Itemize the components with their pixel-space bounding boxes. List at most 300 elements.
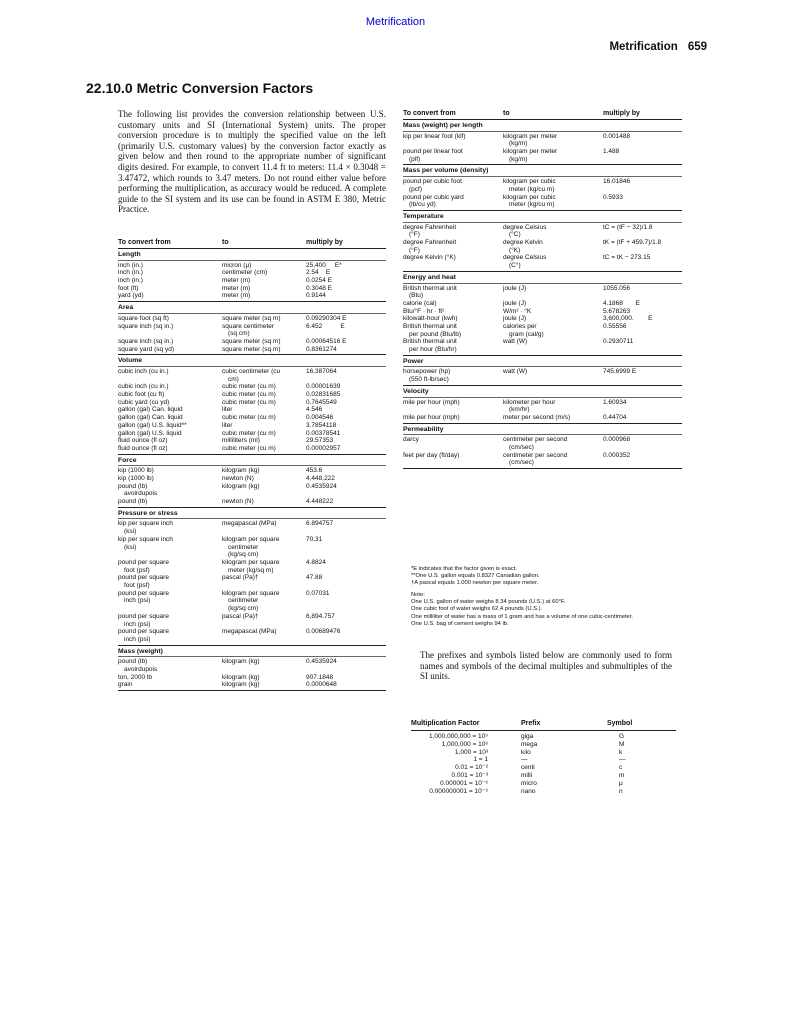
footnote-list bbox=[411, 566, 681, 587]
table-row bbox=[118, 475, 386, 483]
table-section bbox=[403, 426, 682, 469]
from-unit-line: kip per square inch bbox=[118, 520, 173, 528]
from-unit bbox=[118, 391, 164, 399]
table-row bbox=[118, 399, 386, 407]
table-row bbox=[118, 315, 386, 323]
prefix-factor: 1 = 1 bbox=[473, 756, 488, 764]
from-unit bbox=[403, 315, 458, 323]
table-section bbox=[403, 358, 682, 386]
from-unit bbox=[118, 406, 183, 414]
conversion-factor: 1.60934 bbox=[603, 398, 627, 406]
to-unit-line: centimeter bbox=[228, 597, 259, 605]
from-unit-line: pound (lb) bbox=[118, 482, 148, 490]
table-row bbox=[118, 285, 386, 293]
conversion-factor: 1.488 bbox=[603, 148, 620, 156]
from-unit bbox=[118, 475, 154, 483]
from-unit-line: mile per hour (mph) bbox=[403, 398, 460, 406]
prefix-rows bbox=[411, 733, 676, 795]
from-unit-line: avoirdupois bbox=[124, 665, 158, 673]
header-to: to bbox=[222, 239, 229, 246]
conversion-factor: 0.07031 bbox=[306, 589, 330, 597]
table-row bbox=[118, 483, 386, 498]
table-row bbox=[403, 414, 682, 422]
to-unit-line: cubic meter (cu m) bbox=[222, 429, 276, 437]
from-unit-line: foot (psf) bbox=[124, 566, 150, 574]
to-unit bbox=[222, 323, 274, 338]
to-unit-line: kilogram per cubic bbox=[503, 193, 556, 201]
footnotes-block bbox=[411, 566, 681, 628]
conversion-factor: 0.09290304 E bbox=[306, 314, 347, 322]
table-row bbox=[118, 368, 386, 383]
from-unit-line: cubic foot (cu ft) bbox=[118, 391, 165, 399]
from-unit-line: degree Kelvin (°K) bbox=[403, 254, 456, 262]
conversion-factor: tC = tK − 273.15 bbox=[603, 254, 651, 262]
to-unit-line: (C°) bbox=[509, 262, 521, 270]
table-row bbox=[403, 315, 682, 323]
from-unit-line: (lb/cu yd) bbox=[409, 201, 436, 209]
to-unit bbox=[222, 483, 260, 491]
notes-label: Note: bbox=[411, 592, 425, 599]
from-unit-line: pound per square bbox=[118, 628, 169, 636]
to-unit-line: kilogram per square bbox=[222, 589, 280, 597]
from-unit-line: pound (lb) bbox=[118, 498, 148, 506]
to-unit bbox=[503, 224, 546, 239]
to-unit bbox=[222, 520, 277, 528]
to-unit-line: square centimeter bbox=[222, 322, 275, 330]
to-unit bbox=[222, 674, 260, 682]
conversion-factor: 0.8361274 bbox=[306, 345, 337, 353]
section-divider bbox=[118, 507, 386, 508]
to-unit-line: centimeter per second bbox=[503, 451, 568, 459]
to-unit bbox=[503, 452, 567, 467]
prefix-factor: 1,000,000 = 10⁶ bbox=[441, 740, 488, 748]
to-unit-line: cubic meter (cu m) bbox=[222, 391, 276, 399]
from-unit bbox=[118, 559, 169, 574]
section-divider bbox=[118, 301, 386, 302]
section-heading: Volume bbox=[118, 357, 386, 367]
conversion-factor: 0.44704 bbox=[603, 413, 627, 421]
table-row bbox=[403, 368, 682, 383]
section-divider bbox=[403, 385, 682, 386]
left-conversion-table bbox=[118, 238, 386, 693]
from-unit bbox=[118, 292, 144, 300]
to-unit-line: newton (N) bbox=[222, 498, 254, 506]
conversion-factor: 907.1848 bbox=[306, 673, 334, 681]
to-unit-line: kilogram per square bbox=[222, 535, 280, 543]
to-unit bbox=[222, 681, 260, 689]
from-unit-line: gallon (gal) U.S. liquid bbox=[118, 429, 182, 437]
section-heading: Mass (weight) per length bbox=[403, 122, 682, 132]
prefix-name: giga bbox=[521, 733, 534, 740]
from-unit-line: kip per square inch bbox=[118, 535, 173, 543]
from-unit bbox=[403, 308, 444, 316]
section-divider bbox=[403, 423, 682, 424]
from-unit bbox=[118, 414, 183, 422]
conversion-factor: 16.01846 bbox=[603, 178, 631, 186]
from-unit-line: pound per square bbox=[118, 589, 169, 597]
from-unit bbox=[403, 285, 457, 300]
to-unit-line: megapascal (MPa) bbox=[222, 628, 277, 636]
table-section bbox=[403, 122, 682, 165]
top-link[interactable]: Metrification bbox=[365, 16, 426, 28]
prefix-symbol: m bbox=[619, 771, 625, 779]
table-row bbox=[403, 399, 682, 414]
to-unit bbox=[222, 628, 277, 636]
section-heading: Energy and heat bbox=[403, 274, 682, 284]
table-section bbox=[403, 213, 682, 272]
to-unit-line: centimeter per second bbox=[503, 436, 568, 444]
from-unit-line: British thermal unit bbox=[403, 284, 457, 292]
conversion-factor: 4.546 bbox=[306, 406, 323, 414]
table-row bbox=[403, 323, 682, 338]
from-unit bbox=[118, 498, 147, 506]
from-unit bbox=[403, 239, 456, 254]
to-unit bbox=[503, 148, 557, 163]
conversion-factor: 0.00001639 bbox=[306, 383, 341, 391]
to-unit-line: cubic meter (cu m) bbox=[222, 444, 276, 452]
table-row bbox=[118, 681, 386, 689]
to-unit-line: meter (m) bbox=[222, 284, 251, 292]
to-unit-line: (cm/sec) bbox=[509, 459, 534, 467]
to-unit-line: kilogram (kg) bbox=[222, 658, 260, 666]
table-section bbox=[118, 251, 386, 302]
conversion-factor: 0.4535924 bbox=[306, 658, 337, 666]
from-unit bbox=[118, 262, 143, 270]
conversion-factor: 0.7645549 bbox=[306, 398, 337, 406]
from-unit-line: per pound (Btu/lb) bbox=[409, 330, 462, 338]
to-unit bbox=[222, 613, 259, 621]
from-unit-line: inch (in.) bbox=[118, 277, 143, 285]
from-unit-line: feet per day (ft/day) bbox=[403, 451, 460, 459]
to-unit-line: pascal (Pa)† bbox=[222, 574, 259, 582]
from-unit bbox=[118, 483, 157, 498]
from-unit-line: inch (psi) bbox=[124, 597, 151, 605]
to-unit bbox=[503, 194, 556, 209]
running-header bbox=[609, 41, 707, 53]
table-row bbox=[118, 414, 386, 422]
table-row bbox=[118, 520, 386, 535]
conversion-factor: 0.02831685 bbox=[306, 391, 341, 399]
to-unit-line: cm) bbox=[228, 375, 239, 383]
to-unit-line: centimeter bbox=[228, 543, 259, 551]
note-item: One U.S. gallon of water weighs 8.34 pounds (U.S.) at 60°F. bbox=[411, 599, 566, 606]
from-unit bbox=[403, 133, 466, 141]
from-unit bbox=[118, 383, 169, 391]
from-unit-line: pound (lb) bbox=[118, 658, 148, 666]
table-row bbox=[403, 194, 682, 209]
to-unit-line: centimeter (cm) bbox=[222, 269, 268, 277]
header-symbol: Symbol bbox=[607, 720, 633, 727]
to-unit-line: degree Celsius bbox=[503, 254, 547, 262]
from-unit-line: pound per cubic foot bbox=[403, 178, 462, 186]
to-unit bbox=[222, 590, 279, 613]
conversion-factor: 453.6 bbox=[306, 467, 323, 475]
from-unit-line: (ksi) bbox=[124, 543, 137, 551]
to-unit-line: meter (m) bbox=[222, 292, 251, 300]
to-unit bbox=[222, 406, 232, 414]
to-unit bbox=[222, 262, 251, 270]
from-unit bbox=[403, 224, 456, 239]
header-multiply-by: multiply by bbox=[603, 110, 640, 117]
from-unit bbox=[118, 323, 173, 331]
to-unit-line: meter (kg/cu m) bbox=[509, 201, 555, 209]
to-unit-line: square meter (sq m) bbox=[222, 337, 281, 345]
prefix-symbol: μ bbox=[619, 779, 623, 787]
to-unit-line: joule (J) bbox=[503, 284, 527, 292]
prefix-row bbox=[411, 780, 676, 788]
from-unit-line: inch (psi) bbox=[124, 620, 151, 628]
from-unit bbox=[403, 338, 457, 353]
to-unit-line: calories per bbox=[503, 323, 537, 330]
from-unit bbox=[118, 590, 169, 605]
to-unit-line: meter per second (m/s) bbox=[503, 413, 571, 421]
from-unit-line: (Btu) bbox=[409, 292, 424, 300]
from-unit bbox=[118, 574, 169, 589]
to-unit-line: liter bbox=[222, 421, 233, 429]
prefix-row bbox=[411, 788, 676, 796]
from-unit bbox=[403, 452, 459, 460]
prefix-factor: 0.001 = 10⁻³ bbox=[451, 771, 488, 779]
to-unit-line: (°K) bbox=[509, 246, 521, 254]
to-unit-line: pascal (Pa)† bbox=[222, 612, 259, 620]
from-unit-line: pound per square bbox=[118, 574, 169, 582]
header-multiplication-factor: Multiplication Factor bbox=[411, 720, 480, 727]
to-unit bbox=[503, 308, 531, 316]
table-row bbox=[118, 422, 386, 430]
prefix-symbol: G bbox=[619, 733, 625, 740]
to-unit-line: watt (W) bbox=[503, 338, 528, 346]
section-divider bbox=[118, 354, 386, 355]
to-unit bbox=[222, 292, 250, 300]
to-unit-line: (kg/sq cm) bbox=[228, 605, 259, 613]
prefix-name: — bbox=[521, 756, 528, 764]
table-row bbox=[403, 436, 682, 451]
to-unit-line: kilogram (kg) bbox=[222, 681, 260, 689]
table-row bbox=[403, 338, 682, 353]
to-unit bbox=[503, 436, 567, 451]
to-unit-line: kilogram per cubic bbox=[503, 178, 556, 186]
conversion-factor: 0.5933 bbox=[603, 193, 623, 201]
table-section bbox=[403, 167, 682, 210]
from-unit bbox=[403, 368, 450, 383]
section-heading: Force bbox=[118, 457, 386, 467]
section-divider bbox=[118, 645, 386, 646]
to-unit-line: joule (J) bbox=[503, 315, 527, 323]
footnote: †A pascal equals 1.000 newton per square meter. bbox=[411, 580, 539, 587]
conversion-factor: 4.1868 E bbox=[603, 299, 640, 307]
from-unit bbox=[118, 536, 173, 551]
to-unit bbox=[222, 430, 276, 438]
table-row bbox=[118, 628, 386, 643]
conversion-factor: 1055.056 bbox=[603, 284, 631, 292]
prefix-table-header bbox=[411, 720, 676, 731]
from-unit bbox=[118, 277, 143, 285]
from-unit-line: grain bbox=[118, 681, 133, 689]
section-heading: Temperature bbox=[403, 213, 682, 223]
to-unit-line: (sq cm) bbox=[228, 330, 250, 338]
from-unit bbox=[403, 194, 464, 209]
prefix-factor: 1,000,000,000 = 10⁹ bbox=[429, 733, 488, 740]
from-unit-line: gallon (gal) Can. liquid bbox=[118, 406, 183, 414]
to-unit-line: meter (m) bbox=[222, 277, 251, 285]
from-unit bbox=[403, 436, 419, 444]
from-unit-line: foot (ft) bbox=[118, 284, 139, 292]
prefix-row bbox=[411, 756, 676, 764]
from-unit bbox=[118, 674, 152, 682]
table-row bbox=[118, 559, 386, 574]
table-row bbox=[118, 536, 386, 559]
prefix-intro-paragraph: The prefixes and symbols listed below are commonly used to form names and symbols of the decimal multiples and submultiples of the SI units. bbox=[420, 650, 672, 682]
prefix-symbol: n bbox=[619, 787, 623, 795]
from-unit bbox=[118, 520, 173, 535]
from-unit bbox=[118, 613, 169, 628]
from-unit-line: cubic yard (cu yd) bbox=[118, 398, 170, 406]
prefix-symbol: — bbox=[619, 756, 626, 764]
from-unit-line: kip per linear foot (klf) bbox=[403, 132, 466, 140]
from-unit-line: cubic inch (cu in.) bbox=[118, 383, 169, 391]
section-heading: Power bbox=[403, 358, 682, 368]
to-unit bbox=[503, 133, 557, 148]
from-unit-line: inch (in.) bbox=[118, 269, 143, 277]
prefix-name: nano bbox=[521, 787, 536, 795]
from-unit-line: darcy bbox=[403, 436, 419, 444]
from-unit bbox=[403, 323, 461, 338]
conversion-factor: 0.0000648 bbox=[306, 681, 337, 689]
to-unit bbox=[222, 574, 259, 582]
section-heading: Mass per volume (density) bbox=[403, 167, 682, 177]
to-unit-line: (km/hr) bbox=[509, 406, 530, 414]
conversion-factor: 25,400 E* bbox=[306, 261, 342, 269]
conversion-factor: 4.448222 bbox=[306, 498, 334, 506]
from-unit-line: ton, 2000 lb bbox=[118, 673, 152, 681]
section-heading: Pressure or stress bbox=[118, 510, 386, 520]
to-unit-line: cubic meter (cu m) bbox=[222, 383, 276, 391]
conversion-factor: 6,894.757 bbox=[306, 612, 335, 620]
to-unit-line: (kg/m) bbox=[509, 155, 528, 163]
conversion-factor: 29.57353 bbox=[306, 437, 334, 445]
from-unit bbox=[118, 315, 169, 323]
from-unit-line: gallon (gal) Can. liquid bbox=[118, 414, 183, 422]
to-unit bbox=[222, 338, 281, 346]
table-row bbox=[118, 467, 386, 475]
note-item: One U.S. bag of cement weighs 94 lb. bbox=[411, 620, 509, 627]
table-row bbox=[118, 658, 386, 673]
note-item: One cubic foot of water weighs 62.4 pounds (U.S.). bbox=[411, 606, 543, 613]
table-row bbox=[403, 148, 682, 163]
from-unit bbox=[403, 254, 456, 262]
table-row bbox=[118, 574, 386, 589]
to-unit bbox=[222, 391, 276, 399]
prefix-symbol: k bbox=[619, 748, 623, 756]
to-unit bbox=[222, 414, 276, 422]
notes-list bbox=[411, 599, 681, 627]
to-unit-line: megapascal (MPa) bbox=[222, 520, 277, 528]
to-unit bbox=[222, 467, 260, 475]
from-unit-line: degree Fahrenheit bbox=[403, 223, 457, 231]
running-header-title: Metrification bbox=[609, 41, 678, 53]
conversion-factor: 745.6999 E bbox=[603, 368, 637, 376]
section-heading: Area bbox=[118, 304, 386, 314]
from-unit bbox=[118, 437, 168, 445]
to-unit-line: kilogram (kg) bbox=[222, 467, 260, 475]
from-unit-line: (°F) bbox=[409, 246, 420, 254]
to-unit bbox=[503, 285, 526, 293]
to-unit bbox=[222, 346, 281, 354]
from-unit-line: British thermal unit bbox=[403, 338, 457, 346]
table-row bbox=[403, 133, 682, 148]
from-unit-line: fluid ounce (fl oz) bbox=[118, 437, 168, 445]
from-unit-line: yard (yd) bbox=[118, 292, 144, 300]
from-unit-line: square inch (sq in.) bbox=[118, 322, 174, 330]
section-heading: Length bbox=[118, 251, 386, 261]
table-header bbox=[118, 238, 386, 249]
to-unit-line: gram (cal/g) bbox=[509, 330, 544, 338]
from-unit bbox=[403, 414, 460, 422]
from-unit bbox=[403, 300, 437, 308]
conversion-factor: 70.31 bbox=[306, 535, 323, 543]
from-unit bbox=[118, 467, 154, 475]
to-unit-line: kilogram (kg) bbox=[222, 482, 260, 490]
from-unit bbox=[403, 399, 460, 407]
to-unit-line: newton (N) bbox=[222, 474, 254, 482]
to-unit-line: kilogram (kg) bbox=[222, 673, 260, 681]
conversion-factor: 4.8824 bbox=[306, 558, 326, 566]
from-unit bbox=[118, 269, 143, 277]
conversion-factor: 0.0254 E bbox=[306, 277, 333, 285]
from-unit-line: Btu/°F · hr · ft² bbox=[403, 307, 445, 315]
to-unit-line: milliliters (ml) bbox=[222, 437, 260, 445]
table-row bbox=[403, 239, 682, 254]
section-divider bbox=[118, 690, 386, 691]
section-divider bbox=[403, 271, 682, 272]
from-unit-line: (plf) bbox=[409, 155, 421, 163]
table-row bbox=[118, 437, 386, 445]
prefix-factor: 0.000001 = 10⁻⁶ bbox=[440, 779, 488, 787]
to-unit bbox=[222, 536, 279, 559]
to-unit bbox=[222, 315, 281, 323]
section-divider bbox=[403, 210, 682, 211]
section-heading: Velocity bbox=[403, 388, 682, 398]
table-row bbox=[403, 285, 682, 300]
conversion-factor: 3.7854118 bbox=[306, 421, 337, 429]
conversion-factor: 0.000968 bbox=[603, 436, 631, 444]
prefix-name: mega bbox=[521, 740, 538, 748]
table-row bbox=[118, 269, 386, 277]
table-row bbox=[118, 338, 386, 346]
to-unit bbox=[503, 399, 555, 414]
table-row bbox=[118, 383, 386, 391]
section-divider bbox=[403, 164, 682, 165]
conversion-factor: 5.678263 bbox=[603, 307, 631, 315]
from-unit bbox=[118, 399, 169, 407]
from-unit-line: (°F) bbox=[409, 231, 420, 239]
from-unit-line: kip (1000 lb) bbox=[118, 474, 154, 482]
header-prefix: Prefix bbox=[521, 720, 541, 727]
to-unit-line: W/m² · °K bbox=[503, 307, 532, 315]
table-row bbox=[118, 277, 386, 285]
from-unit-line: degree Fahrenheit bbox=[403, 239, 457, 247]
to-unit bbox=[222, 399, 276, 407]
table-section bbox=[403, 388, 682, 424]
page-number: 659 bbox=[687, 41, 707, 53]
table-row bbox=[118, 498, 386, 506]
prefix-name: milli bbox=[521, 771, 533, 779]
conversion-factor: 2.54 E bbox=[306, 269, 331, 277]
to-unit bbox=[222, 368, 280, 383]
table-section bbox=[118, 304, 386, 355]
to-unit bbox=[503, 178, 556, 193]
to-unit-line: meter (kg/cu m) bbox=[509, 185, 555, 193]
